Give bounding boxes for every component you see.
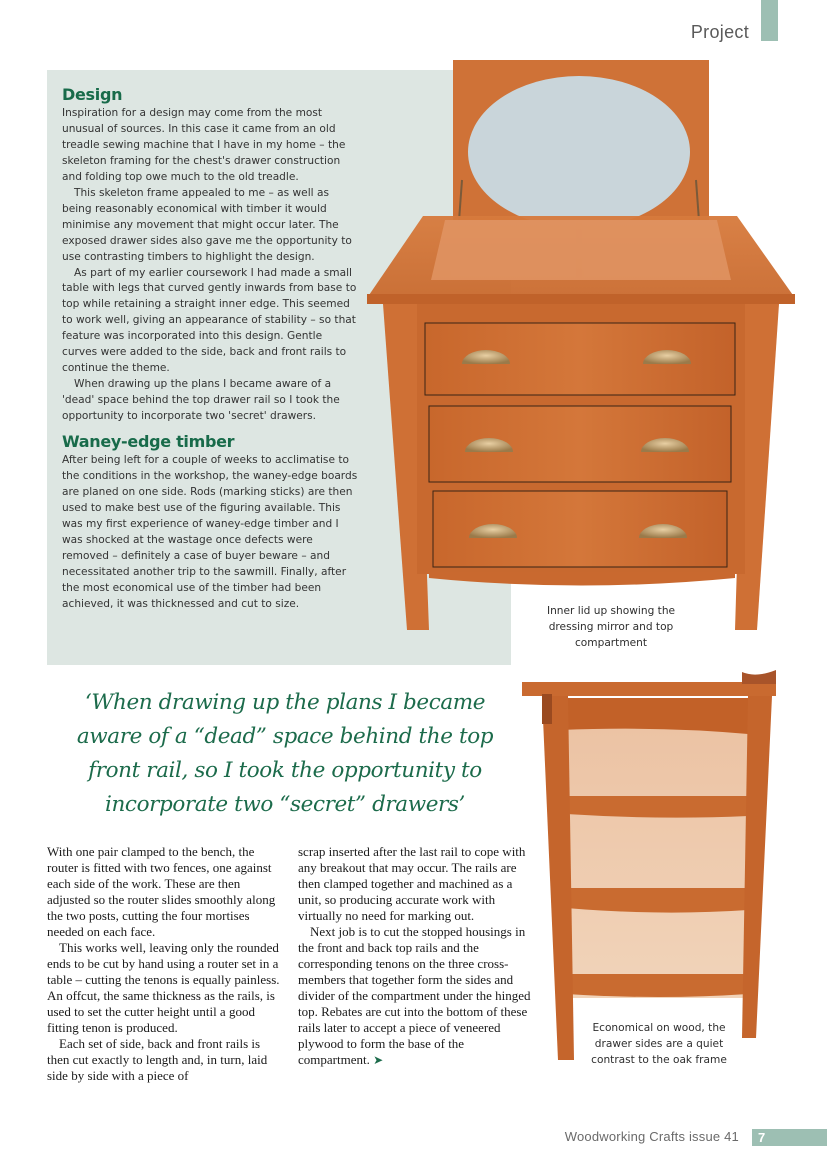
page-number: 7 xyxy=(758,1130,766,1145)
body-paragraph: This works well, leaving only the rounded ends to be cut by hand using a router set in a table – cutting the tenons is equally painless. An offcut, the same thickness as the rails, is used to set the cutter height until a good fitting tenon is produced. xyxy=(47,940,280,1035)
sidebar-paragraph: After being left for a couple of weeks to acclimatise to the conditions in the workshop, the waney-edge boards are planed on one side. Rods (marking sticks) are then used to make best use of the figuring available. This was my first experience of waney-edge timber and I was shocked at the wastage once defects were removed – definitely a case of buyer beware – and necessitated another trip to the sawmill. Finally, after the most economical use of the timber had been achieved, it was thicknessed and cut to size. xyxy=(62,454,358,610)
pull-quote: ‘When drawing up the plans I became aware of a “dead” space behind the top front rail, so I took the opportunity to incorporate two “secret” drawers’ xyxy=(76,690,494,817)
sidebar-heading-design: Design xyxy=(62,85,123,104)
sidebar-paragraph: This skeleton frame appealed to me – as well as being reasonably economical with timber it would minimise any movement that might occur later. The exposed drawer sides also gave me the opportunity to use contrasting timbers to highlight the design. xyxy=(62,186,352,263)
section-label: Project xyxy=(690,22,749,42)
body-paragraph: Next job is to cut the stopped housings in the front and back top rails and the corresponding tenons on the three cross-members that together form the sides and divider of the compartment under the hinged top. Rebates are cut into the bottom of these rails later to accept a piece of veneered plywood to form the base of the compartment. xyxy=(298,924,531,1067)
body-column-2 xyxy=(298,844,534,1068)
sidebar-paragraph: As part of my earlier coursework I had made a small table with legs that curved gently inwards from base to top while retaining a straight inner edge. This seemed to work well, giving an appearance of stability – so that feature was incorporated into this design. Gentle curves were added to the side, back and front rails to continue the theme. xyxy=(62,266,357,375)
sidebar-paragraph: Inspiration for a design may come from the most unusual of sources. In this case it came from an old treadle sewing machine that I have in my home – the skeleton framing for the chest's drawer construction and folding top owe much to the old treadle. xyxy=(62,107,346,183)
drawer-side-panel xyxy=(568,728,748,998)
body-paragraph: scrap inserted after the last rail to cope with any breakout that may occur. The rails are then clamped together and machined as a unit, so producing accurate work with virtually no need for marking out. xyxy=(298,844,526,923)
sidebar-paragraph: When drawing up the plans I became aware of a 'dead' space behind the top drawer rail so I took the opportunity to incorporate two 'secret' drawers. xyxy=(62,378,340,423)
photo-side-frame xyxy=(520,668,778,1063)
photo-caption-side-frame: Economical on wood, the drawer sides are a quiet contrast to the oak frame xyxy=(591,1022,727,1066)
mirror xyxy=(468,76,690,228)
body-paragraph-last xyxy=(298,924,534,1068)
body-paragraph: With one pair clamped to the bench, the router is fitted with two fences, one against each side of the work. These are then adjusted so the router slides smoothly along the two posts, cutting the four mortises needed on each face. xyxy=(47,844,276,939)
photo-caption-mirror: Inner lid up showing the dressing mirror and top compartment xyxy=(546,605,676,649)
chest-top-edge xyxy=(522,682,776,696)
body-paragraph: Each set of side, back and front rails is then cut exactly to length and, in turn, laid side by side with a piece of xyxy=(47,1036,268,1083)
sidebar-text xyxy=(62,84,358,613)
section-tab-marker xyxy=(761,0,778,41)
page-number-tab xyxy=(752,1129,827,1146)
body-column-1 xyxy=(47,844,283,1084)
sidebar-heading-waney-edge: Waney-edge timber xyxy=(62,432,235,452)
photo-chest-with-mirror xyxy=(365,58,797,630)
footer-publication: Woodworking Crafts issue 41 xyxy=(564,1129,739,1144)
continue-arrow-icon: ➤ xyxy=(373,1053,384,1067)
